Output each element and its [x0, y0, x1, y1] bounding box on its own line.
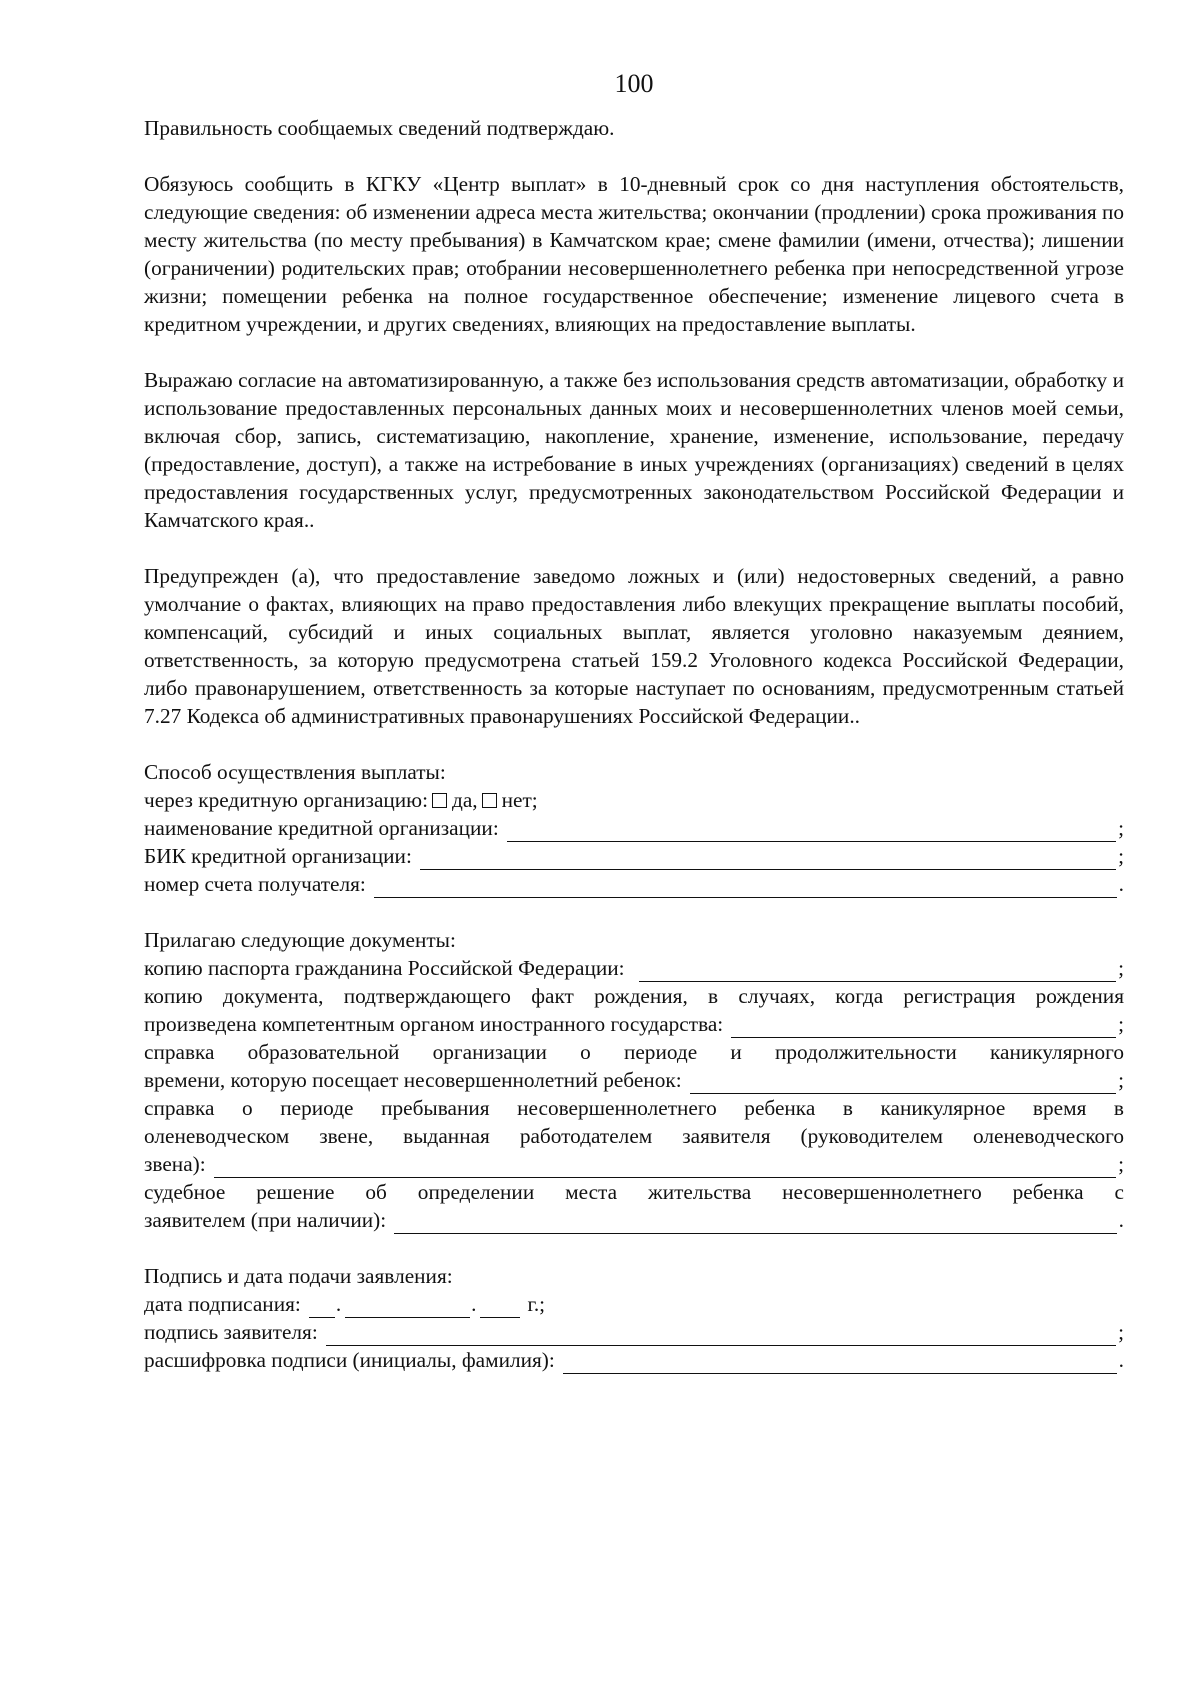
consent-paragraph: Выражаю согласие на автоматизированную, а также без использования средств автоматизации, обработку и использование предоставленных персональных данных моих и несовершеннолетних членов моей семьи, включая сбор, запись, систематизацию, накопление, хранение, изменение, использование, передачу (предоставление, доступ), а также на истребование в иных учреждениях (организациях) сведений в целях предоставления государственных услуг, предусмотренных законодательством Российской Федерации и Камчатского края..: [144, 368, 1124, 532]
application-page: [144, 66, 1124, 1374]
no-label: нет;: [501, 788, 538, 812]
birth-doc-line1: копию документа, подтверждающего факт рождения, в случаях, когда регистрация рождения: [144, 984, 1124, 1008]
sign-date-label: дата подписания:: [144, 1292, 301, 1316]
obligation-paragraph: Обязуюсь сообщить в КГКУ «Центр выплат» в 10-дневный срок со дня наступления обстоятельств, следующие сведения: об изменении адреса места жительства; окончании (продлении) срока проживания по месту жительства (по месту пребывания) в Камчатском крае; смене фамилии (имени, отчества); лишении (ограничении) родительских прав; отобрании несовершеннолетнего ребенка при непосредственной угрозе жизни; помещении ребенка на полное государственное обеспечение; изменение лицевого счета в кредитном учреждении, и других сведениях, влияющих на предоставление выплаты.: [144, 172, 1124, 336]
herding-doc-row: [144, 1150, 1124, 1178]
account-label: номер счета получателя:: [144, 872, 366, 896]
year-suffix: г.;: [527, 1292, 546, 1316]
school-doc-end: ;: [1118, 1068, 1124, 1092]
signature-label: подпись заявителя:: [144, 1320, 318, 1344]
birth-doc-field[interactable]: [731, 1014, 1116, 1038]
birth-doc-end: ;: [1118, 1012, 1124, 1036]
signature-row: [144, 1318, 1124, 1346]
bik-label: БИК кредитной организации:: [144, 844, 412, 868]
herding-doc-line1: справка о периоде пребывания несовершеннолетнего ребенка в каникулярное время в: [144, 1096, 1124, 1120]
herding-doc-end: ;: [1118, 1152, 1124, 1176]
confirm-paragraph: Правильность сообщаемых сведений подтверждаю.: [144, 116, 615, 140]
option-no[interactable]: [478, 786, 538, 814]
signature-field[interactable]: [326, 1322, 1116, 1346]
yes-checkbox[interactable]: [432, 793, 447, 808]
signature-decode-row: [144, 1346, 1124, 1374]
warning-paragraph: Предупрежден (а), что предоставление заведомо ложных и (или) недостоверных сведений, а равно умолчание о фактах, влияющих на право предоставления либо влекущих прекращение выплаты пособий, компенсаций, субсидий и иных социальных выплат, является уголовно наказуемым деянием, ответственность, за которую предусмотрена статьей 159.2 Уголовного кодекса Российской Федерации, либо правонарушением, ответственность за которые наступает по основаниям, предусмотренным статьей 7.27 Кодекса об административных правонарушениях Российской Федерации..: [144, 564, 1124, 728]
signature-end: ;: [1118, 1320, 1124, 1344]
payment-section-title: Способ осуществления выплаты:: [144, 760, 446, 784]
school-doc-field[interactable]: [690, 1070, 1116, 1094]
account-end: .: [1118, 872, 1124, 896]
signature-decode-label: расшифровка подписи (инициалы, фамилия):: [144, 1348, 555, 1372]
bik-field[interactable]: [420, 846, 1116, 870]
bank-name-label: наименование кредитной организации:: [144, 816, 499, 840]
yes-label: да,: [452, 788, 478, 812]
birth-doc-row: [144, 1010, 1124, 1038]
birth-doc-label: произведена компетентным органом иностранного государства:: [144, 1012, 724, 1036]
docs-section-title: Прилагаю следующие документы:: [144, 928, 456, 952]
passport-end: ;: [1118, 956, 1124, 980]
bik-end: ;: [1118, 844, 1124, 868]
signature-decode-end: .: [1118, 1348, 1124, 1372]
court-doc-end: .: [1118, 1208, 1124, 1232]
court-doc-label: заявителем (при наличии):: [144, 1208, 387, 1232]
school-doc-label: времени, которую посещает несовершеннолетний ребенок:: [144, 1068, 682, 1092]
school-doc-row: [144, 1066, 1124, 1094]
date-dot-1: .: [335, 1292, 342, 1316]
date-day-field[interactable]: [309, 1294, 335, 1318]
passport-label: копию паспорта гражданина Российской Федерации:: [144, 956, 625, 980]
bank-name-field[interactable]: [507, 818, 1116, 842]
account-row: [144, 870, 1124, 898]
signature-decode-field[interactable]: [563, 1350, 1117, 1374]
passport-field[interactable]: [639, 958, 1116, 982]
court-doc-row: [144, 1206, 1124, 1234]
account-field[interactable]: [374, 874, 1117, 898]
date-year-field[interactable]: [480, 1294, 520, 1318]
date-dot-2: .: [471, 1292, 477, 1316]
court-doc-field[interactable]: [394, 1210, 1116, 1234]
via-bank-label: через кредитную организацию:: [144, 788, 429, 812]
bik-row: [144, 842, 1124, 870]
page-number: 100: [614, 69, 654, 98]
date-month-field[interactable]: [345, 1294, 470, 1318]
sign-date-row: [144, 1290, 1124, 1318]
herding-doc-label: звена):: [144, 1152, 206, 1176]
bank-name-end: ;: [1118, 816, 1124, 840]
bank-name-row: [144, 814, 1124, 842]
passport-row: [144, 954, 1124, 982]
herding-doc-line2: оленеводческом звене, выданная работодателем заявителя (руководителем оленеводческого: [144, 1124, 1124, 1148]
school-doc-line1: справка образовательной организации о периоде и продолжительности каникулярного: [144, 1040, 1124, 1064]
via-bank-row: [144, 786, 1124, 814]
herding-doc-field[interactable]: [214, 1154, 1116, 1178]
no-checkbox[interactable]: [482, 793, 497, 808]
signature-section-title: Подпись и дата подачи заявления:: [144, 1264, 453, 1288]
court-doc-line1: судебное решение об определении места жительства несовершеннолетнего ребенка с: [144, 1180, 1124, 1204]
option-yes[interactable]: [428, 786, 478, 814]
